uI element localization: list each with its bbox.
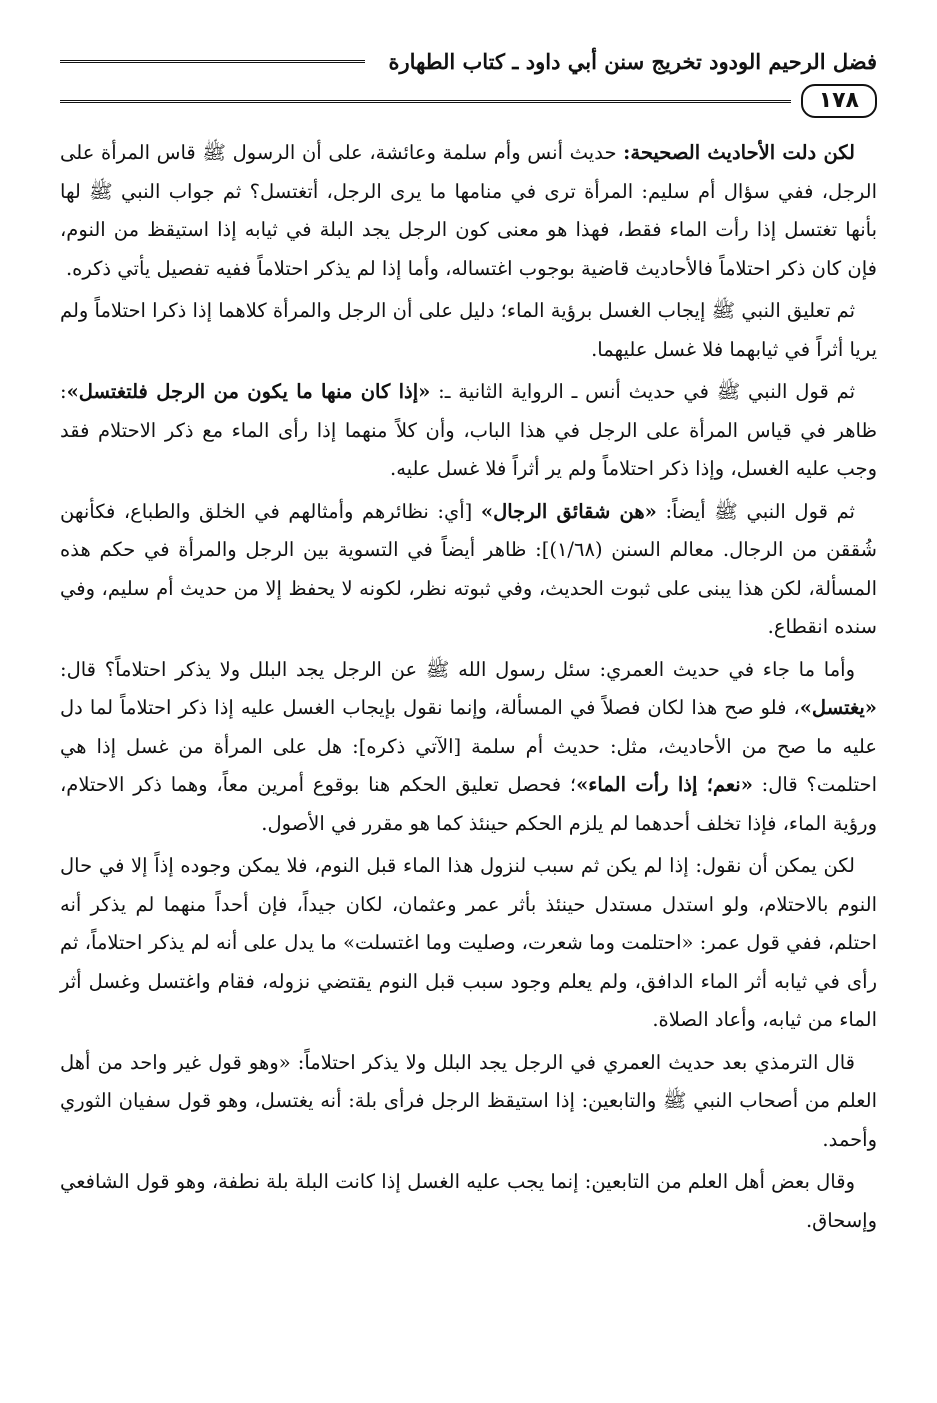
book-title: فضل الرحيم الودود تخريج سنن أبي داود ـ كتاب الطهارة [388, 48, 877, 74]
paragraph-pre: ثم قول النبي ﷺ في حديث أنس ـ الرواية الثانية ـ: [430, 380, 856, 403]
running-head [60, 40, 877, 82]
paragraph-2 [60, 292, 877, 369]
header-rule [60, 60, 365, 63]
paragraph-text: ؛ فحصل تعليق الحكم هنا بوقوع أمرين معاً، وهما ذكر الاحتلام، ورؤية الماء، فإذا تخلف أحدهما لم يلزم الحكم حينئذ كما هو مقرر في الأصول. [60, 773, 877, 835]
paragraph-5 [60, 651, 877, 844]
paragraph-text: لكن يمكن أن نقول: إذا لم يكن ثم سبب لنزول هذا الماء قبل النوم، فلا يمكن وجوده إذاً إلا في حال النوم بالاحتلام، ولو استدل مستدل حينئذ بأثر عمر وعثمان، لكان جيداً، فإن أحداً منهما لم يذكر أنه احتلم، ففي قول عمر: «احتلمت وما شعرت، وصليت وما اغتسلت» ما يدل على أنه لم يذكر احتلاماً، ثم رأى في ثيابه أثر الماء الدافق، ولم يعلم وجود سبب قبل النوم يقتضي نزوله، فقام واغتسل وغسل أثر الماء من ثيابه، وأعاد الصلاة. [60, 854, 877, 1031]
paragraph-text: ثم تعليق النبي ﷺ إيجاب الغسل برؤية الماء؛ دليل على أن الرجل والمرأة كلاهما إذا ذكرا احتلاماً ولم يريا أثراً في ثيابهما فلا غسل عليهما. [60, 299, 877, 361]
paragraph-4 [60, 493, 877, 647]
paragraph-7 [60, 1044, 877, 1160]
paragraph-text: قال الترمذي بعد حديث العمري في الرجل يجد البلل ولا يذكر احتلاماً: «وهو قول غير واحد من أهل العلم من أصحاب النبي ﷺ والتابعين: إذا استيقظ الرجل فرأى بلة: أنه يغتسل، وهو قول سفيان الثوري وأحمد. [60, 1050, 877, 1151]
hadith-quote: «إذا كان منها ما يكون من الرجل فلتغتسل» [66, 380, 431, 403]
hadith-quote: «نعم؛ إذا رأت الماء» [576, 773, 753, 796]
hadith-quote: «هن شقائق الرجال» [480, 499, 657, 523]
paragraph-text: حديث أنس وأم سلمة وعائشة، على أن الرسول ﷺ قاس المرأة على الرجل، ففي سؤال أم سليم: المرأة ترى في منامها ما يرى الرجل، أتغتسل؟ ثم جواب النبي ﷺ لها بأنها تغتسل إذا رأت الماء فقط، فهذا هو معنى كون الرجل يجد البلة في ثيابه إذا استيقظ من النوم، فإن كان ذكر احتلاماً فالأحاديث قاضية بوجوب اغتساله، وأما إذا لم يذكر احتلاماً ففيه تفصيل يأتي ذكره. [60, 141, 877, 280]
paragraph-text: [أي: نظائرهم وأمثالهم في الخلق والطباع، فكأنهن شُققن من الرجال. معالم السنن (١/٦٨)]: ظاهر أيضاً في التسوية بين الرجل والمرأة في حكم هذه المسألة، لكن هذا يبنى على ثبوت الحديث، وفي ثبوته نظر، لكونه لا يحفظ إلا من حديث أم سليم، وفي سنده انقطاع. [60, 499, 877, 638]
paragraph-pre: ثم قول النبي ﷺ أيضاً: [656, 499, 855, 523]
paragraph-text: : ظاهر في قياس المرأة على الرجل في هذا الباب، وأن كلاً منهما إذا رأى الماء مع ذكر الاحتلام فقد وجب عليه الغسل، وإذا ذكر احتلاماً ولم ير أثراً فلا غسل عليه. [60, 380, 877, 480]
paragraph-8 [60, 1163, 877, 1240]
paragraph-6 [60, 847, 877, 1040]
body-text [60, 134, 877, 1240]
hadith-quote: «يغتسل» [799, 696, 877, 719]
paragraph-1 [60, 134, 877, 288]
page-number: ١٧٨ [801, 84, 877, 118]
paragraph-mid: ، فلو صح هذا لكان فصلاً في المسألة، وإنما نقول بإيجاب الغسل عليه إذا ذكر احتلاماً لما دل عليه ما صح من الأحاديث، مثل: حديث أم سلمة [الآتي ذكره]: هل على المرأة من غسل إذا هي احتلمت؟ قال: [60, 696, 877, 796]
folio-row [60, 84, 877, 118]
folio-rule [60, 100, 791, 103]
paragraph-lead: لكن دلت الأحاديث الصحيحة: [623, 141, 855, 164]
paragraph-3 [60, 373, 877, 489]
paragraph-pre: وأما ما جاء في حديث العمري: سئل رسول الله ﷺ عن الرجل يجد البلل ولا يذكر احتلاماً؟ قال: [60, 657, 855, 681]
paragraph-text: وقال بعض أهل العلم من التابعين: إنما يجب عليه الغسل إذا كانت البلة بلة نطفة، وهو قول الشافعي وإسحاق. [60, 1170, 877, 1232]
book-page [60, 40, 877, 1363]
